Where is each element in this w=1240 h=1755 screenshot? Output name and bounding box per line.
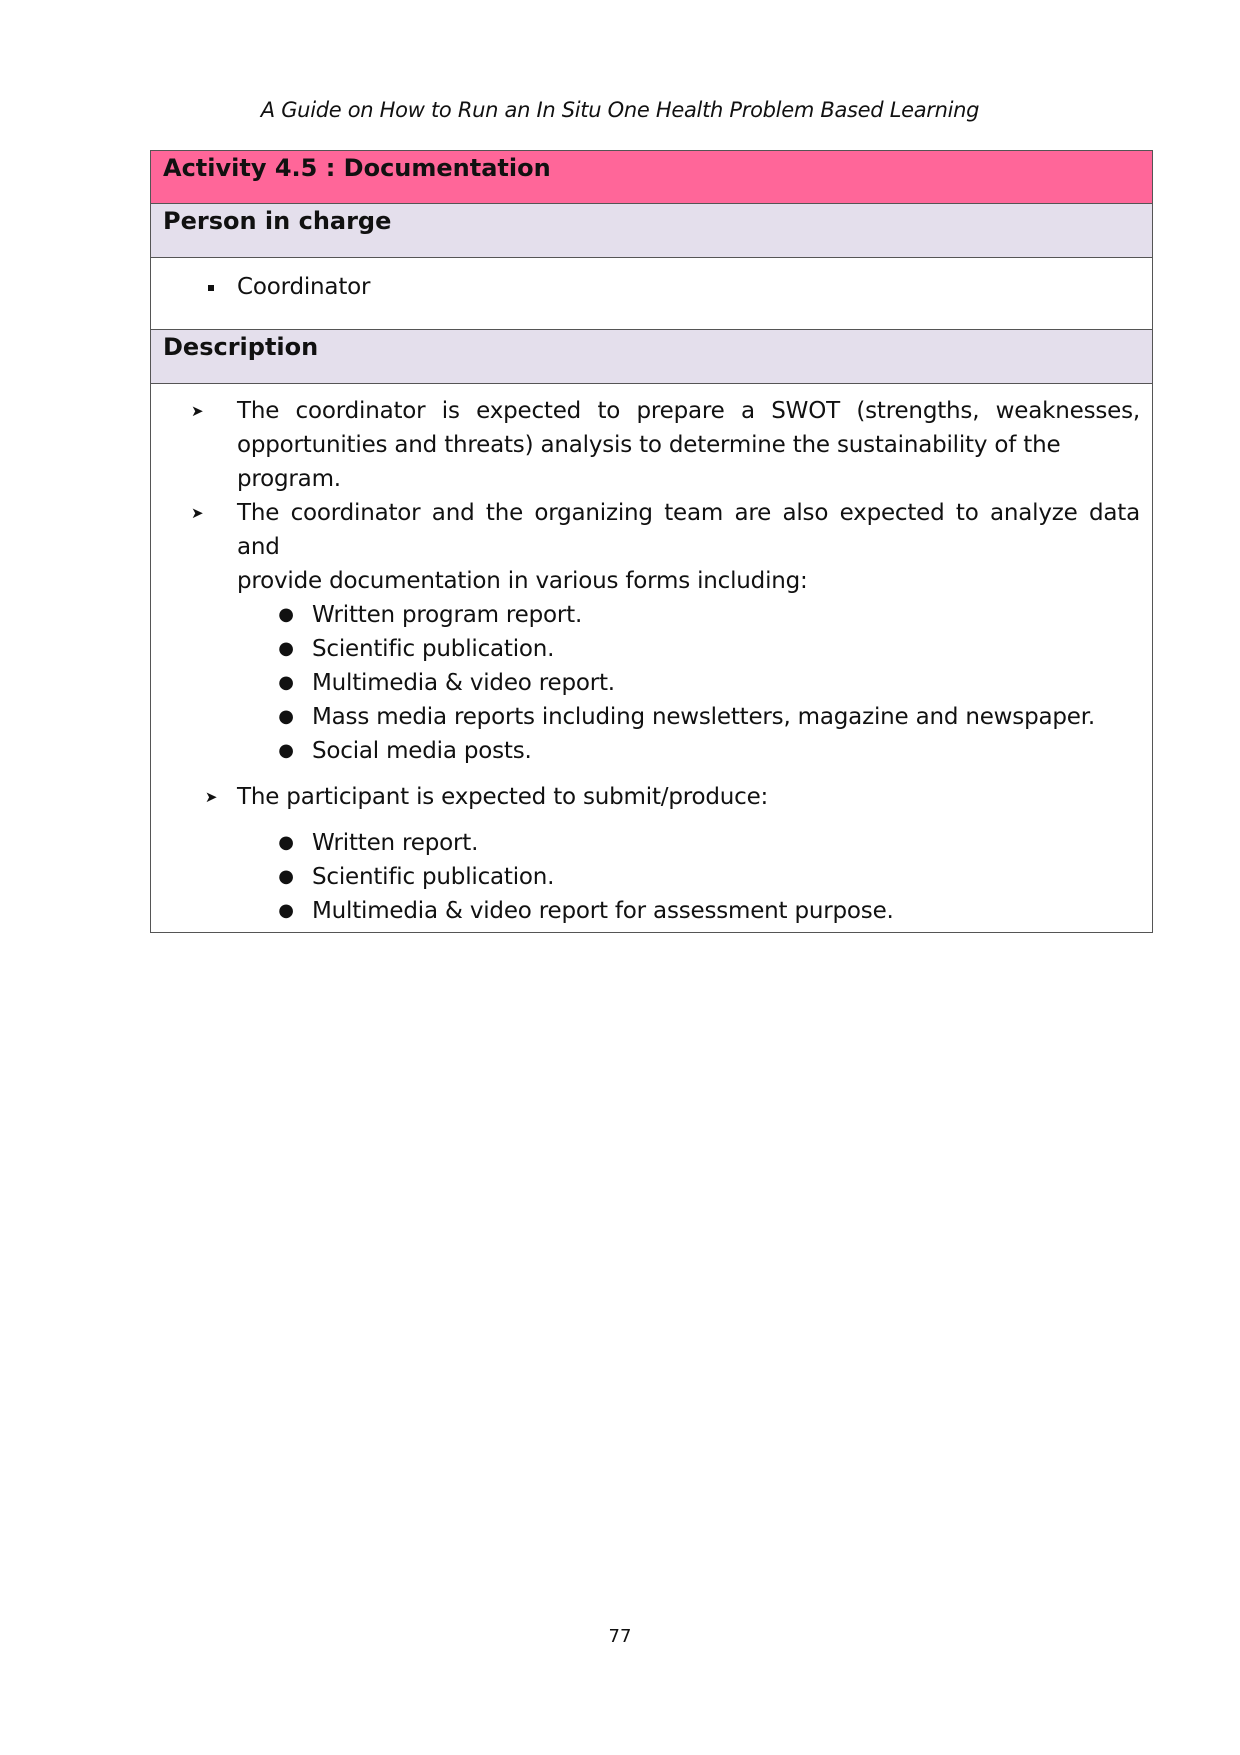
list-item	[163, 270, 1140, 304]
sub-list-item	[163, 666, 1140, 700]
arrow-bullet-icon: ➤	[191, 504, 204, 522]
sub-list-item	[163, 734, 1140, 768]
item-text: Written report.	[312, 830, 479, 856]
item-text: The coordinator and the organizing team are also expected to analyze data and	[237, 500, 1140, 560]
person-in-charge-body-row	[151, 258, 1153, 330]
item-text: The participant is expected to submit/produce:	[237, 784, 769, 810]
item-text: The coordinator is expected to prepare a SWOT (strengths, weaknesses,	[237, 398, 1140, 424]
list-item	[163, 394, 1140, 428]
description-body-row	[151, 384, 1153, 933]
sub-list-item	[163, 598, 1140, 632]
person-in-charge-name: Coordinator	[237, 274, 371, 300]
arrow-bullet-icon: ➤	[191, 402, 204, 420]
item-text: Mass media reports including newsletters, magazine and newspaper.	[312, 704, 1095, 730]
sub-list-item	[163, 632, 1140, 666]
person-in-charge-header-row	[151, 204, 1153, 258]
activity-table	[150, 150, 1153, 933]
dot-bullet-icon: ●	[278, 866, 294, 887]
list-item	[163, 496, 1140, 564]
item-text: Written program report.	[312, 602, 583, 628]
dot-bullet-icon: ●	[278, 672, 294, 693]
item-text: provide documentation in various forms including:	[237, 568, 808, 594]
item-text: Scientific publication.	[312, 864, 555, 890]
dot-bullet-icon: ●	[278, 706, 294, 727]
sub-list-item	[163, 700, 1140, 734]
dot-bullet-icon: ●	[278, 740, 294, 761]
activity-title: Activity 4.5 : Documentation	[151, 151, 1153, 204]
item-text: Multimedia & video report.	[312, 670, 615, 696]
person-in-charge-label: Person in charge	[151, 204, 1153, 258]
arrow-bullet-icon: ➤	[204, 788, 218, 806]
dot-bullet-icon: ●	[278, 900, 294, 921]
square-bullet-icon	[191, 270, 231, 304]
list-item-continuation	[163, 428, 1140, 496]
dot-bullet-icon: ●	[278, 832, 294, 853]
running-header: A Guide on How to Run an In Situ One Health Problem Based Learning	[260, 98, 980, 122]
page-number: 77	[608, 1626, 632, 1647]
sub-list-item	[163, 894, 1140, 928]
description-label: Description	[151, 330, 1153, 384]
list-item-continuation	[163, 564, 1140, 598]
item-text: Multimedia & video report for assessment purpose.	[312, 898, 894, 924]
activity-title-row	[151, 151, 1153, 204]
sub-list-item	[163, 826, 1140, 860]
sub-list-item	[163, 860, 1140, 894]
item-text: opportunities and threats) analysis to determine the sustainability of the program.	[237, 432, 1061, 492]
dot-bullet-icon: ●	[278, 638, 294, 659]
description-header-row	[151, 330, 1153, 384]
item-text: Scientific publication.	[312, 636, 555, 662]
list-item	[163, 780, 1140, 814]
dot-bullet-icon: ●	[278, 604, 294, 625]
item-text: Social media posts.	[312, 738, 532, 764]
